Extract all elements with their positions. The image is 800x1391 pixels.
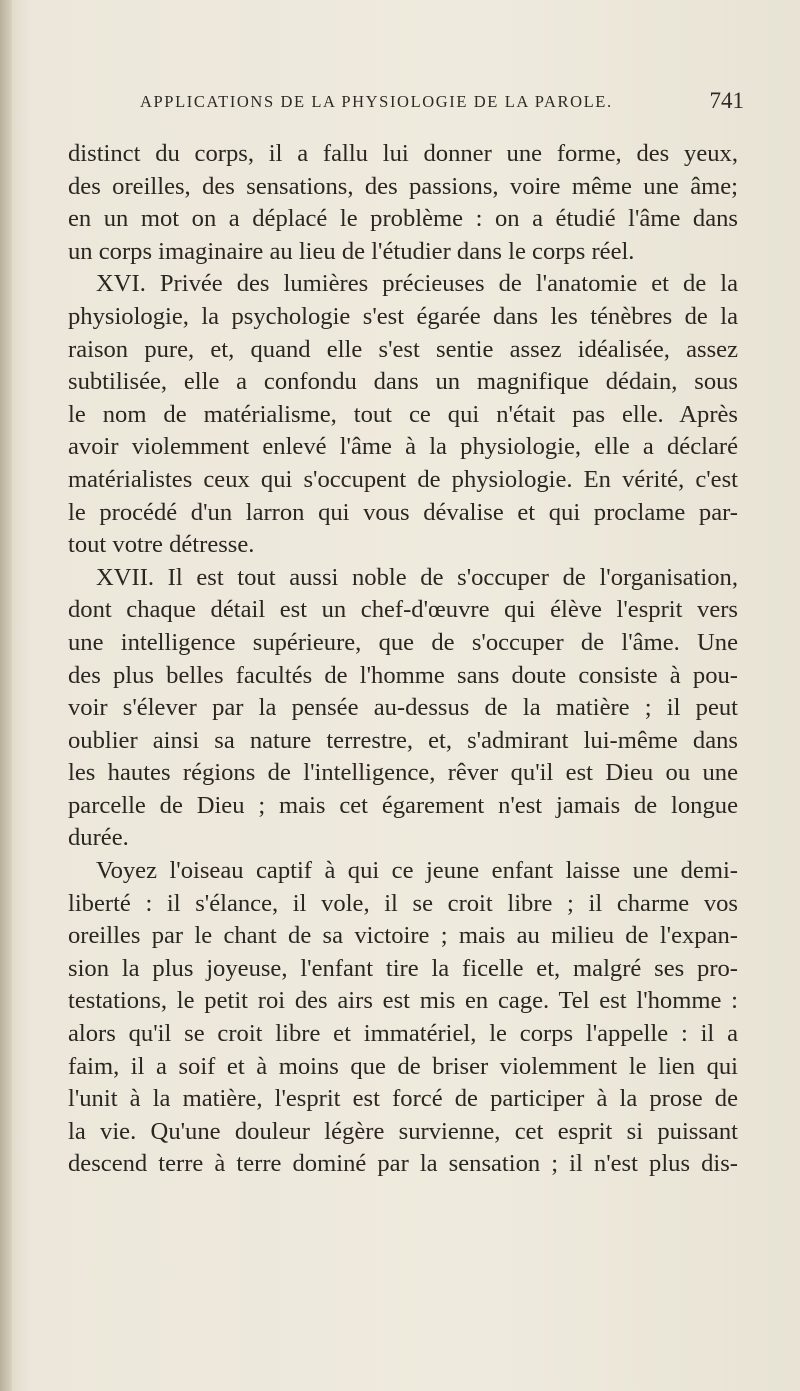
text-line: durée. [68, 824, 129, 852]
text-line: oreilles par le chant de sa victoire ; mais au milieu de l'expan- [68, 922, 738, 950]
text-line: le nom de matérialisme, tout ce qui n'était pas elle. Après [68, 400, 738, 428]
text-line: testations, le petit roi des airs est mis en cage. Tel est l'homme : [68, 987, 738, 1015]
text-line: alors qu'il se croit libre et immatériel, le corps l'appelle : il a [68, 1020, 738, 1048]
text-line: une intelligence supérieure, que de s'occuper de l'âme. Une [68, 628, 738, 656]
running-head-title: APPLICATIONS DE LA PHYSIOLOGIE DE LA PAROLE. [140, 92, 613, 111]
text-line: descend terre à terre dominé par la sensation ; il n'est plus dis- [68, 1150, 738, 1178]
text-line: des oreilles, des sensations, des passions, voire même une âme; [68, 172, 738, 200]
text-line: XVI. Privée des lumières précieuses de l'anatomie et de la [96, 270, 738, 298]
text-line: les hautes régions de l'intelligence, rêver qu'il est Dieu ou une [68, 759, 738, 787]
text-line: matérialistes ceux qui s'occupent de physiologie. En vérité, c'est [68, 465, 738, 493]
text-line: raison pure, et, quand elle s'est sentie assez idéalisée, assez [68, 335, 738, 363]
text-line: oublier ainsi sa nature terrestre, et, s'admirant lui-même dans [68, 726, 738, 754]
text-line: sion la plus joyeuse, l'enfant tire la ficelle et, malgré ses pro- [68, 954, 738, 982]
text-line: subtilisée, elle a confondu dans un magnifique dédain, sous [68, 368, 738, 396]
text-line: des plus belles facultés de l'homme sans doute consiste à pou- [68, 661, 738, 689]
text-line: la vie. Qu'une douleur légère survienne, cet esprit si puissant [68, 1117, 738, 1145]
text-line: le procédé d'un larron qui vous dévalise et qui proclame par- [68, 498, 738, 526]
text-line: un corps imaginaire au lieu de l'étudier dans le corps réel. [68, 237, 635, 265]
text-line: Voyez l'oiseau captif à qui ce jeune enfant laisse une demi- [96, 857, 738, 885]
text-line: liberté : il s'élance, il vole, il se croit libre ; il charme vos [68, 889, 738, 917]
text-line: en un mot on a déplacé le problème : on a étudié l'âme dans [68, 205, 738, 233]
text-line: voir s'élever par la pensée au-dessus de la matière ; il peut [68, 694, 738, 722]
page-binding-edge [0, 0, 12, 1391]
page-number: 741 [709, 88, 744, 113]
text-line: tout votre détresse. [68, 531, 255, 559]
text-line: distinct du corps, il a fallu lui donner une forme, des yeux, [68, 140, 738, 167]
text-line: XVII. Il est tout aussi noble de s'occuper de l'organisation, [96, 563, 738, 591]
text-line: dont chaque détail est un chef-d'œuvre qui élève l'esprit vers [68, 596, 738, 624]
text-line: physiologie, la psychologie s'est égarée dans les ténèbres de la [68, 302, 738, 330]
text-line: parcelle de Dieu ; mais cet égarement n'est jamais de longue [68, 791, 738, 819]
running-head [140, 88, 744, 120]
text-line: faim, il a soif et à moins que de briser violemment le lien qui [68, 1052, 738, 1080]
text-line: avoir violemment enlevé l'âme à la physiologie, elle a déclaré [68, 433, 738, 461]
text-line: l'unit à la matière, l'esprit est forcé de participer à la prose de [68, 1085, 738, 1113]
body-text [68, 138, 738, 1181]
